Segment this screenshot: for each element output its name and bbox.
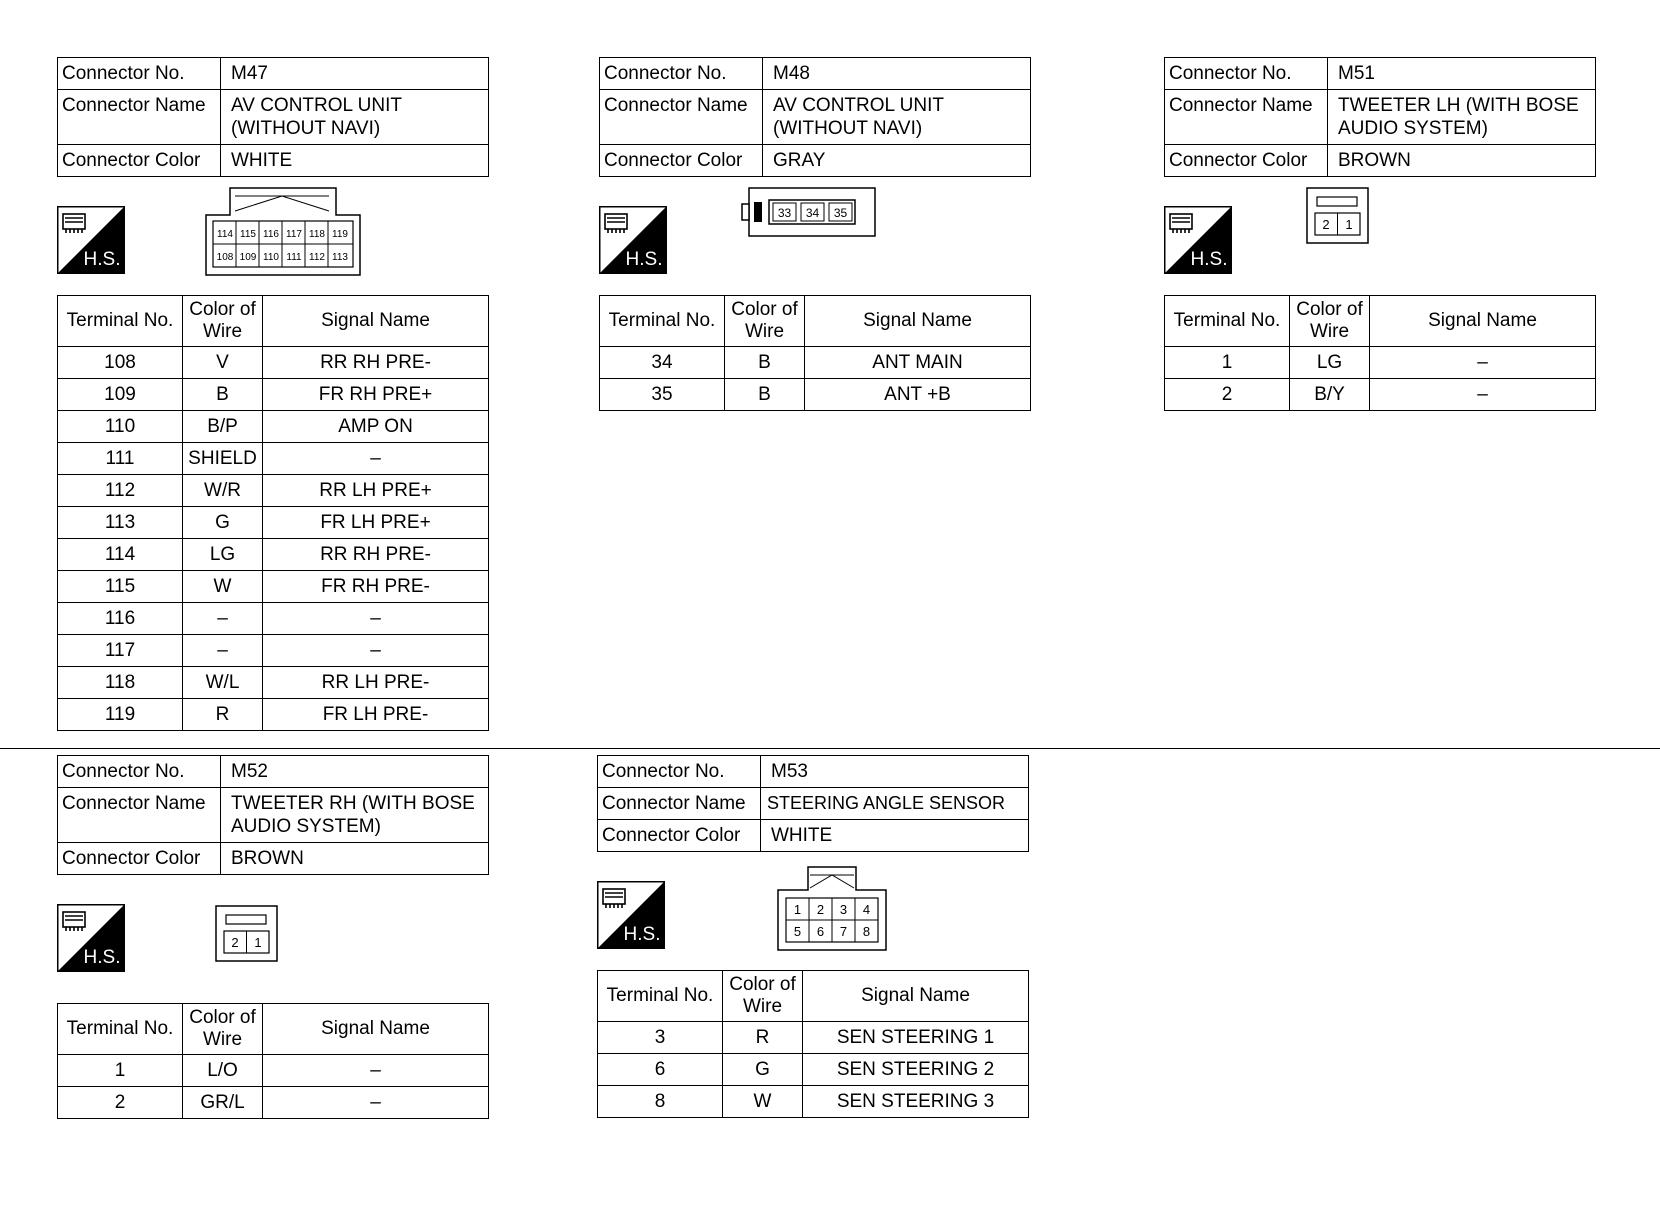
table-row (598, 1022, 1029, 1054)
terminal-no: 34 (600, 347, 725, 379)
terminal-no: 3 (598, 1022, 723, 1054)
wire-color: L/O (183, 1055, 263, 1087)
wire-color: – (183, 603, 263, 635)
connector-no-value: M53 (761, 756, 1029, 788)
harness-side-icon (599, 206, 667, 274)
pin-label: 1 (254, 935, 262, 950)
connector-color-value: WHITE (761, 820, 1029, 852)
wire-color: – (183, 635, 263, 667)
terminal-no: 119 (58, 699, 183, 731)
wire-color: SHIELD (183, 443, 263, 475)
table-row (58, 699, 489, 731)
wire-color: R (723, 1022, 803, 1054)
connector-face-m53 (777, 866, 887, 952)
connector-no-value: M51 (1328, 58, 1596, 90)
hs-label: H.S. (83, 947, 121, 968)
connector-block-m47 (57, 57, 489, 731)
connector-art (1164, 177, 1596, 295)
table-row (58, 1087, 489, 1119)
connector-art (57, 875, 489, 993)
connector-no-value: M47 (221, 58, 489, 90)
terminal-no-header: Terminal No. (58, 296, 183, 347)
wire-color-header: Color of Wire (183, 1004, 263, 1055)
table-row (600, 347, 1031, 379)
connector-color-label: Connector Color (600, 145, 763, 177)
harness-side-icon (57, 206, 125, 274)
signal-name: AMP ON (263, 411, 489, 443)
connector-header-table (597, 755, 1029, 852)
connector-no-label: Connector No. (58, 58, 221, 90)
signal-name-header: Signal Name (1370, 296, 1596, 347)
connector-color-value: WHITE (221, 145, 489, 177)
pin-label: 118 (309, 229, 325, 240)
signal-name: – (1370, 347, 1596, 379)
connector-name-value: AV CONTROL UNIT (WITHOUT NAVI) (221, 90, 489, 145)
connector-block-m53 (597, 755, 1029, 1118)
terminal-no: 109 (58, 379, 183, 411)
hs-label: H.S. (1190, 249, 1228, 270)
table-row (58, 1055, 489, 1087)
signal-name-header: Signal Name (803, 971, 1029, 1022)
connector-no-label: Connector No. (1165, 58, 1328, 90)
terminal-table (57, 295, 489, 731)
signal-name-header: Signal Name (805, 296, 1031, 347)
wire-color: W (183, 571, 263, 603)
signal-name: – (263, 603, 489, 635)
table-row (598, 1054, 1029, 1086)
terminal-no: 1 (58, 1055, 183, 1087)
table-row (598, 1086, 1029, 1118)
harness-side-icon (1164, 206, 1232, 274)
wire-color: W/R (183, 475, 263, 507)
wire-color: GR/L (183, 1087, 263, 1119)
pin-label: 5 (793, 924, 802, 939)
terminal-no: 8 (598, 1086, 723, 1118)
terminal-table (597, 970, 1029, 1118)
wire-color: LG (1290, 347, 1370, 379)
connector-no-label: Connector No. (598, 756, 761, 788)
pin-label: 2 (816, 902, 825, 917)
table-row (58, 571, 489, 603)
signal-name: RR RH PRE- (263, 539, 489, 571)
terminal-table (57, 1003, 489, 1119)
connector-name-label: Connector Name (58, 788, 221, 843)
pin-label: 113 (332, 252, 348, 263)
wire-color-header: Color of Wire (183, 296, 263, 347)
connector-header-table (1164, 57, 1596, 177)
pin-label: 33 (777, 206, 792, 220)
pin-label: 108 (216, 252, 234, 263)
wire-color: R (183, 699, 263, 731)
wire-color: B (725, 379, 805, 411)
table-row (58, 443, 489, 475)
wire-color-header: Color of Wire (1290, 296, 1370, 347)
connector-name-value: STEERING ANGLE SENSOR (761, 788, 1029, 820)
wire-color: W/L (183, 667, 263, 699)
pin-label: 110 (263, 252, 279, 263)
terminal-no-header: Terminal No. (1165, 296, 1290, 347)
table-row (58, 507, 489, 539)
wire-color: G (183, 507, 263, 539)
signal-name: FR RH PRE- (263, 571, 489, 603)
connector-color-value: BROWN (1328, 145, 1596, 177)
signal-name: SEN STEERING 1 (803, 1022, 1029, 1054)
pin-label: 7 (839, 924, 848, 939)
wire-color-header: Color of Wire (723, 971, 803, 1022)
connector-name-value: TWEETER LH (WITH BOSE AUDIO SYSTEM) (1328, 90, 1596, 145)
terminal-no-header: Terminal No. (598, 971, 723, 1022)
terminal-no: 110 (58, 411, 183, 443)
terminal-no: 35 (600, 379, 725, 411)
connector-name-value: TWEETER RH (WITH BOSE AUDIO SYSTEM) (221, 788, 489, 843)
wire-color: W (723, 1086, 803, 1118)
pin-label: 8 (862, 924, 871, 939)
pin-label: 2 (1322, 217, 1330, 232)
pin-label: 114 (217, 229, 233, 240)
pin-label: 111 (286, 252, 302, 263)
connector-name-value: AV CONTROL UNIT (WITHOUT NAVI) (763, 90, 1031, 145)
pin-label: 115 (240, 229, 256, 240)
terminal-no: 2 (1165, 379, 1290, 411)
connector-face-m51 (1306, 187, 1370, 245)
wire-color: V (183, 347, 263, 379)
wire-color: B/Y (1290, 379, 1370, 411)
terminal-no: 114 (58, 539, 183, 571)
hs-label: H.S. (83, 249, 121, 270)
terminal-no: 118 (58, 667, 183, 699)
connector-face-m52 (215, 905, 279, 963)
connector-block-m51 (1164, 57, 1596, 411)
connector-header-table (599, 57, 1031, 177)
signal-name-header: Signal Name (263, 1004, 489, 1055)
terminal-no: 2 (58, 1087, 183, 1119)
signal-name: FR LH PRE+ (263, 507, 489, 539)
signal-name: RR LH PRE- (263, 667, 489, 699)
connector-no-value: M48 (763, 58, 1031, 90)
terminal-no: 6 (598, 1054, 723, 1086)
connector-art (597, 852, 1029, 970)
connector-art (599, 177, 1031, 295)
connector-color-label: Connector Color (1165, 145, 1328, 177)
section-divider (0, 748, 1660, 749)
pin-label: 112 (309, 252, 325, 263)
connector-color-label: Connector Color (58, 145, 221, 177)
signal-name-header: Signal Name (263, 296, 489, 347)
table-row (58, 379, 489, 411)
signal-name: – (263, 443, 489, 475)
table-row (58, 635, 489, 667)
pin-label: 116 (263, 229, 279, 240)
wire-color-header: Color of Wire (725, 296, 805, 347)
terminal-table (1164, 295, 1596, 411)
terminal-no: 1 (1165, 347, 1290, 379)
connector-art (57, 177, 489, 295)
connector-color-label: Connector Color (598, 820, 761, 852)
signal-name: – (263, 1055, 489, 1087)
pin-label: 1 (793, 902, 802, 917)
terminal-no: 115 (58, 571, 183, 603)
harness-side-icon (57, 904, 125, 972)
pin-label: 117 (286, 229, 302, 240)
connector-name-label: Connector Name (58, 90, 221, 145)
signal-name: RR RH PRE- (263, 347, 489, 379)
wire-color: G (723, 1054, 803, 1086)
terminal-no: 112 (58, 475, 183, 507)
connector-name-label: Connector Name (600, 90, 763, 145)
connector-name-label: Connector Name (1165, 90, 1328, 145)
signal-name: ANT +B (805, 379, 1031, 411)
terminal-table (599, 295, 1031, 411)
signal-name: – (263, 635, 489, 667)
pin-label: 3 (839, 902, 848, 917)
terminal-no: 116 (58, 603, 183, 635)
terminal-no: 113 (58, 507, 183, 539)
pin-label: 2 (231, 935, 239, 950)
pin-label: 119 (332, 229, 348, 240)
signal-name: ANT MAIN (805, 347, 1031, 379)
table-row (1165, 379, 1596, 411)
wire-color: LG (183, 539, 263, 571)
pin-label: 4 (862, 902, 871, 917)
pin-label: 6 (816, 924, 825, 939)
connector-color-label: Connector Color (58, 843, 221, 875)
wire-color: B (725, 347, 805, 379)
table-row (1165, 347, 1596, 379)
signal-name: – (263, 1087, 489, 1119)
connector-block-m48 (599, 57, 1031, 411)
wire-color: B/P (183, 411, 263, 443)
connector-no-label: Connector No. (58, 756, 221, 788)
connector-face-m48 (741, 187, 877, 239)
connector-face-m47 (205, 187, 361, 277)
table-row (600, 379, 1031, 411)
connector-name-label: Connector Name (598, 788, 761, 820)
table-row (58, 347, 489, 379)
signal-name: RR LH PRE+ (263, 475, 489, 507)
table-row (58, 475, 489, 507)
terminal-no: 108 (58, 347, 183, 379)
hs-label: H.S. (623, 924, 661, 945)
hs-label: H.S. (625, 249, 663, 270)
connector-no-label: Connector No. (600, 58, 763, 90)
connector-header-table (57, 57, 489, 177)
signal-name: SEN STEERING 2 (803, 1054, 1029, 1086)
terminal-no-header: Terminal No. (600, 296, 725, 347)
signal-name: – (1370, 379, 1596, 411)
wire-color: B (183, 379, 263, 411)
signal-name: SEN STEERING 3 (803, 1086, 1029, 1118)
signal-name: FR LH PRE- (263, 699, 489, 731)
pin-label: 34 (805, 206, 820, 220)
pin-label: 109 (239, 252, 257, 263)
pin-label: 35 (833, 206, 848, 220)
signal-name: FR RH PRE+ (263, 379, 489, 411)
terminal-no: 111 (58, 443, 183, 475)
terminal-no: 117 (58, 635, 183, 667)
table-row (58, 667, 489, 699)
connector-color-value: GRAY (763, 145, 1031, 177)
connector-no-value: M52 (221, 756, 489, 788)
connector-block-m52 (57, 755, 489, 1119)
pin-label: 1 (1345, 217, 1353, 232)
table-row (58, 411, 489, 443)
table-row (58, 603, 489, 635)
harness-side-icon (597, 881, 665, 949)
connector-color-value: BROWN (221, 843, 489, 875)
terminal-no-header: Terminal No. (58, 1004, 183, 1055)
table-row (58, 539, 489, 571)
connector-header-table (57, 755, 489, 875)
